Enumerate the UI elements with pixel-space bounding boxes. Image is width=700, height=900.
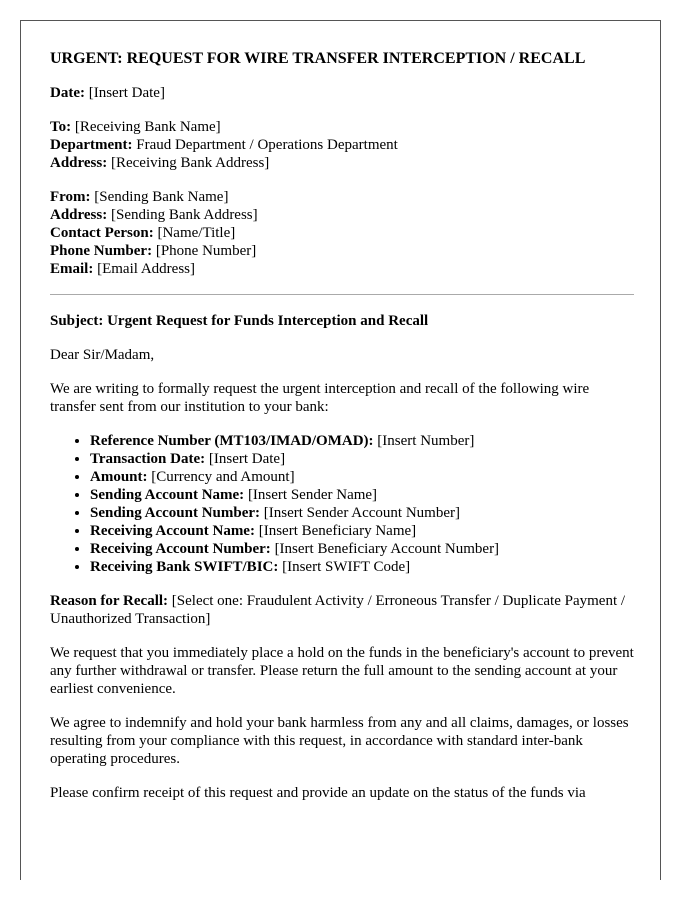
confirm-paragraph: Please confirm receipt of this request and provide an update on the status of the funds via [50,785,586,801]
subject-line: Subject: Urgent Request for Funds Interception and Recall [50,313,429,329]
detail-value: [Insert SWIFT Code] [278,559,411,575]
detail-label: Receiving Bank SWIFT/BIC: [90,559,279,575]
indemnify-paragraph: We agree to indemnify and hold your bank harmless from any and all claims, damages, or losses resulting from your compliance with this request, in accordance with standard inter-bank operating procedures. [50,715,629,767]
detail-value: [Insert Sender Name] [244,487,378,503]
detail-value: [Insert Beneficiary Name] [254,523,417,539]
contact-value: [Name/Title] [153,225,236,241]
detail-label: Amount: [90,469,148,485]
reason-paragraph [50,592,634,628]
phone-value: [Phone Number] [152,243,257,259]
reason-value: [Select one: Fraudulent Activity / Erroneous Transfer / Duplicate Payment / Unauthorized Transaction] [50,593,626,627]
list-item [90,540,634,558]
from-line [50,188,634,206]
salutation: Dear Sir/Madam, [50,347,155,363]
from-value: [Sending Bank Name] [90,189,229,205]
list-item [90,450,634,468]
detail-label: Reference Number (MT103/IMAD/OMAD): [90,433,374,449]
reason-label: Reason for Recall: [50,593,169,609]
sender-address-label: Address: [50,207,108,223]
detail-label: Receiving Account Name: [90,523,255,539]
hold-paragraph: We request that you immediately place a hold on the funds in the beneficiary's account to prevent any further withdrawal or transfer. Please return the full amount to the sending account at your earliest convenience. [50,645,634,697]
detail-label: Transaction Date: [90,451,206,467]
transfer-details-list [50,432,634,576]
sender-address-line [50,206,634,224]
recipient-block [50,118,634,172]
phone-label: Phone Number: [50,243,153,259]
letter-title: URGENT: REQUEST FOR WIRE TRANSFER INTERCEPTION / RECALL [50,50,586,67]
date-block [50,84,634,102]
to-label: To: [50,119,72,135]
date-line [50,84,634,102]
detail-label: Sending Account Name: [90,487,245,503]
letter-page [20,20,661,880]
sender-block [50,188,634,278]
detail-value: [Insert Sender Account Number] [260,505,460,521]
date-label: Date: [50,85,85,101]
recipient-address-value: [Receiving Bank Address] [107,155,270,171]
letter-content [50,50,634,818]
recipient-address-line [50,154,634,172]
contact-line [50,224,634,242]
list-item [90,558,634,576]
recipient-address-label: Address: [50,155,108,171]
from-label: From: [50,189,91,205]
contact-label: Contact Person: [50,225,154,241]
list-item [90,522,634,540]
department-label: Department: [50,137,133,153]
email-value: [Email Address] [93,261,195,277]
sender-address-value: [Sending Bank Address] [107,207,258,223]
date-value: [Insert Date] [84,85,165,101]
detail-value: [Currency and Amount] [147,469,295,485]
intro-paragraph: We are writing to formally request the urgent interception and recall of the following wire transfer sent from our institution to your bank: [50,381,590,415]
list-item [90,504,634,522]
detail-value: [Insert Number] [373,433,475,449]
detail-value: [Insert Date] [205,451,286,467]
department-line [50,136,634,154]
list-item [90,468,634,486]
department-value: Fraud Department / Operations Department [132,137,398,153]
section-divider [50,294,634,295]
detail-label: Receiving Account Number: [90,541,271,557]
email-line [50,260,634,278]
to-line [50,118,634,136]
detail-label: Sending Account Number: [90,505,261,521]
phone-line [50,242,634,260]
list-item [90,486,634,504]
list-item [90,432,634,450]
to-value: [Receiving Bank Name] [71,119,221,135]
detail-value: [Insert Beneficiary Account Number] [270,541,500,557]
email-label: Email: [50,261,94,277]
